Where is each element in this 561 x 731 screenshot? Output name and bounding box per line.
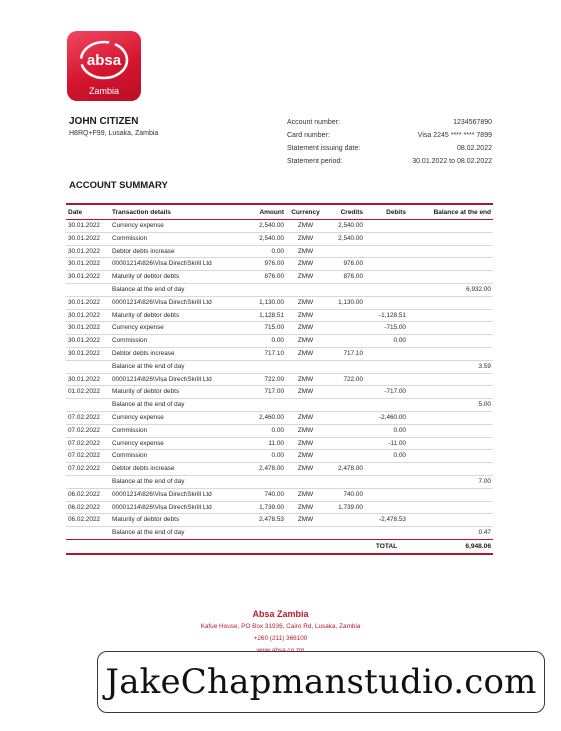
details-cell: Balance at the end of day: [110, 475, 244, 488]
date-cell: 06.02.2022: [66, 488, 110, 501]
debits-cell: [365, 232, 408, 245]
currency-cell: [286, 283, 325, 296]
amount-cell: 2,478.00: [244, 463, 286, 476]
date-cell: 07.02.2022: [66, 437, 110, 450]
col-date-header: Date: [66, 204, 110, 220]
amount-cell: 1,128.51: [244, 309, 286, 322]
credits-cell: [325, 424, 365, 437]
watermark-text: JakeChapmanstudio.com: [105, 662, 537, 702]
amount-cell: 0.00: [244, 450, 286, 463]
statement-info-row: [287, 155, 492, 168]
statement-info-value: 08.02.2022: [456, 145, 492, 152]
amount-cell: 0.00: [244, 424, 286, 437]
statement-info-value: Visa 2245 **** **** 7899: [417, 132, 492, 139]
amount-cell: 2,540.00: [244, 232, 286, 245]
amount-cell: 11.00: [244, 437, 286, 450]
account-summary-title: ACCOUNT SUMMARY: [69, 180, 168, 191]
footer-brand: Absa Zambia: [252, 609, 309, 619]
logo-region: Zambia: [88, 86, 119, 96]
debits-cell: [365, 258, 408, 271]
credits-cell: [325, 450, 365, 463]
date-cell: 30.01.2022: [66, 347, 110, 360]
col-amount-header: Amount: [244, 204, 286, 220]
currency-cell: ZMW: [286, 271, 325, 284]
table-row: [66, 283, 493, 296]
credits-cell: [325, 437, 365, 450]
debits-cell: -715.00: [365, 322, 408, 335]
details-cell: Debtor debts increase: [110, 245, 244, 258]
table-row: [66, 399, 493, 412]
balance-cell: [408, 296, 493, 309]
date-cell: 30.01.2022: [66, 335, 110, 348]
balance-cell: [408, 488, 493, 501]
statement-info: [287, 116, 492, 168]
debits-cell: [365, 360, 408, 373]
credits-cell: 876.00: [325, 271, 365, 284]
currency-cell: [286, 399, 325, 412]
date-cell: 06.02.2022: [66, 501, 110, 514]
currency-cell: ZMW: [286, 347, 325, 360]
table-header-row: [66, 204, 493, 220]
table-row: [66, 437, 493, 450]
credits-cell: [325, 283, 365, 296]
details-cell: Maturity of debtor debts: [110, 386, 244, 399]
balance-cell: [408, 309, 493, 322]
table-row: [66, 373, 493, 386]
amount-cell: 0.00: [244, 245, 286, 258]
currency-cell: ZMW: [286, 501, 325, 514]
credits-cell: [325, 309, 365, 322]
debits-cell: [365, 373, 408, 386]
credits-cell: [325, 360, 365, 373]
currency-cell: ZMW: [286, 463, 325, 476]
credits-cell: [325, 399, 365, 412]
credits-cell: 2,478.00: [325, 463, 365, 476]
footer-phone: +260 (211) 366100: [253, 635, 308, 642]
currency-cell: ZMW: [286, 232, 325, 245]
date-cell: 07.02.2022: [66, 424, 110, 437]
balance-cell: 3.59: [408, 360, 493, 373]
col-transaction-details-header: Transaction details: [110, 204, 244, 220]
table-row: [66, 347, 493, 360]
date-cell: 07.02.2022: [66, 450, 110, 463]
details-cell: Currency expense: [110, 220, 244, 233]
statement-info-value: 30.01.2022 to 08.02.2022: [412, 158, 492, 165]
table-row: [66, 450, 493, 463]
footer: [0, 608, 561, 657]
balance-cell: 7.00: [408, 475, 493, 488]
table-row: [66, 335, 493, 348]
balance-cell: [408, 514, 493, 527]
footer-address: Kafue House, PO Box 31936, Cairo Rd, Lusaka, Zambia: [200, 623, 361, 630]
details-cell: Currency expense: [110, 322, 244, 335]
total-value: 6,948.06: [408, 539, 493, 554]
date-cell: 30.01.2022: [66, 232, 110, 245]
amount-cell: 2,460.00: [244, 411, 286, 424]
debits-cell: -11.00: [365, 437, 408, 450]
date-cell: 07.02.2022: [66, 411, 110, 424]
amount-cell: 1,130.00: [244, 296, 286, 309]
watermark-banner: [97, 651, 545, 713]
currency-cell: ZMW: [286, 335, 325, 348]
currency-cell: ZMW: [286, 411, 325, 424]
amount-cell: [244, 475, 286, 488]
date-cell: 30.01.2022: [66, 373, 110, 386]
statement-info-row: [287, 116, 492, 129]
currency-cell: ZMW: [286, 322, 325, 335]
table-row: [66, 309, 493, 322]
currency-cell: ZMW: [286, 220, 325, 233]
balance-cell: [408, 424, 493, 437]
logo-wordmark: absa: [86, 52, 122, 69]
account-summary-table: [66, 203, 493, 555]
table-row: [66, 527, 493, 540]
absa-logo-mark: [78, 39, 130, 83]
debits-cell: 0.00: [365, 424, 408, 437]
amount-cell: [244, 399, 286, 412]
col-currency-header: Currency: [286, 204, 325, 220]
table-row: [66, 258, 493, 271]
statement-info-row: [287, 129, 492, 142]
details-cell: Debtor debts increase: [110, 347, 244, 360]
debits-cell: [365, 399, 408, 412]
debits-cell: [365, 296, 408, 309]
amount-cell: 876.00: [244, 271, 286, 284]
balance-cell: [408, 271, 493, 284]
date-cell: 30.01.2022: [66, 271, 110, 284]
table-row: [66, 322, 493, 335]
credits-cell: [325, 245, 365, 258]
amount-cell: 740.00: [244, 488, 286, 501]
table-row: [66, 245, 493, 258]
statement-info-label: Card number:: [287, 132, 330, 139]
currency-cell: ZMW: [286, 373, 325, 386]
total-label: TOTAL: [365, 539, 408, 554]
currency-cell: ZMW: [286, 386, 325, 399]
details-cell: Balance at the end of day: [110, 360, 244, 373]
col-credits-header: Credits: [325, 204, 365, 220]
credits-cell: [325, 475, 365, 488]
balance-cell: 5.00: [408, 399, 493, 412]
details-cell: Balance at the end of day: [110, 527, 244, 540]
credits-cell: [325, 335, 365, 348]
details-cell: Commission: [110, 232, 244, 245]
statement-info-label: Account number:: [287, 119, 340, 126]
absa-logo: [67, 31, 141, 101]
table-row: [66, 475, 493, 488]
date-cell: [66, 283, 110, 296]
amount-cell: 722.00: [244, 373, 286, 386]
balance-cell: [408, 245, 493, 258]
debits-cell: [365, 347, 408, 360]
debits-cell: [365, 527, 408, 540]
debits-cell: -2,478.53: [365, 514, 408, 527]
credits-cell: [325, 386, 365, 399]
date-cell: 30.01.2022: [66, 245, 110, 258]
debits-cell: [365, 463, 408, 476]
table-row: [66, 271, 493, 284]
statement-info-label: Statement issuing date:: [287, 145, 361, 152]
balance-cell: [408, 411, 493, 424]
table-body: [66, 220, 493, 540]
currency-cell: ZMW: [286, 296, 325, 309]
date-cell: 30.01.2022: [66, 309, 110, 322]
currency-cell: ZMW: [286, 245, 325, 258]
currency-cell: [286, 360, 325, 373]
table-row: [66, 424, 493, 437]
statement-info-row: [287, 142, 492, 155]
date-cell: 07.02.2022: [66, 463, 110, 476]
credits-cell: 976.00: [325, 258, 365, 271]
amount-cell: [244, 360, 286, 373]
date-cell: 30.01.2022: [66, 220, 110, 233]
details-cell: Maturity of debtor debts: [110, 514, 244, 527]
details-cell: 00001214\826\Visa Direct\Skrill Ltd: [110, 501, 244, 514]
currency-cell: ZMW: [286, 258, 325, 271]
balance-cell: [408, 501, 493, 514]
amount-cell: 0.00: [244, 335, 286, 348]
credits-cell: [325, 527, 365, 540]
details-cell: Maturity of debtor debts: [110, 309, 244, 322]
credits-cell: 717.10: [325, 347, 365, 360]
table-row: [66, 296, 493, 309]
balance-cell: [408, 373, 493, 386]
balance-cell: 6,932.00: [408, 283, 493, 296]
account-holder-name: JOHN CITIZEN: [69, 116, 139, 127]
balance-cell: [408, 463, 493, 476]
credits-cell: [325, 322, 365, 335]
balance-cell: [408, 322, 493, 335]
amount-cell: [244, 527, 286, 540]
debits-cell: -2,460.00: [365, 411, 408, 424]
debits-cell: [365, 220, 408, 233]
details-cell: Debtor debts increase: [110, 463, 244, 476]
amount-cell: 976.00: [244, 258, 286, 271]
amount-cell: 2,540.00: [244, 220, 286, 233]
date-cell: [66, 527, 110, 540]
amount-cell: 715.00: [244, 322, 286, 335]
date-cell: [66, 399, 110, 412]
details-cell: 00001214\826\Visa Direct\Skrill Ltd: [110, 488, 244, 501]
statement-info-value: 1234567890: [453, 119, 492, 126]
debits-cell: [365, 283, 408, 296]
balance-cell: [408, 386, 493, 399]
debits-cell: [365, 271, 408, 284]
debits-cell: [365, 245, 408, 258]
credits-cell: [325, 514, 365, 527]
date-cell: [66, 475, 110, 488]
date-cell: [66, 360, 110, 373]
details-cell: Currency expense: [110, 437, 244, 450]
balance-cell: [408, 450, 493, 463]
details-cell: Currency expense: [110, 411, 244, 424]
details-cell: Balance at the end of day: [110, 283, 244, 296]
table-row: [66, 411, 493, 424]
col-debits-header: Debits: [365, 204, 408, 220]
credits-cell: [325, 411, 365, 424]
currency-cell: ZMW: [286, 424, 325, 437]
debits-cell: [365, 475, 408, 488]
table-row: [66, 488, 493, 501]
amount-cell: 717.00: [244, 386, 286, 399]
table-row: [66, 386, 493, 399]
details-cell: 00001214\826\Visa Direct\Skrill Ltd: [110, 258, 244, 271]
date-cell: 06.02.2022: [66, 514, 110, 527]
date-cell: 30.01.2022: [66, 258, 110, 271]
table-row: [66, 232, 493, 245]
balance-cell: [408, 347, 493, 360]
date-cell: 01.02.2022: [66, 386, 110, 399]
balance-cell: [408, 335, 493, 348]
amount-cell: 1,739.00: [244, 501, 286, 514]
details-cell: Commission: [110, 450, 244, 463]
table-row: [66, 220, 493, 233]
amount-cell: 717.10: [244, 347, 286, 360]
amount-cell: [244, 283, 286, 296]
currency-cell: ZMW: [286, 514, 325, 527]
details-cell: 00001214\826\Visa Direct\Skrill Ltd: [110, 373, 244, 386]
balance-cell: [408, 232, 493, 245]
credits-cell: 722.00: [325, 373, 365, 386]
table-row: [66, 501, 493, 514]
table-row: [66, 360, 493, 373]
amount-cell: 2,478.53: [244, 514, 286, 527]
credits-cell: 2,540.00: [325, 220, 365, 233]
table-row: [66, 463, 493, 476]
balance-cell: [408, 437, 493, 450]
balance-cell: 0.47: [408, 527, 493, 540]
details-cell: Commission: [110, 335, 244, 348]
debits-cell: -717.00: [365, 386, 408, 399]
currency-cell: [286, 527, 325, 540]
debits-cell: [365, 501, 408, 514]
table-row: [66, 514, 493, 527]
currency-cell: ZMW: [286, 450, 325, 463]
debits-cell: 0.00: [365, 450, 408, 463]
date-cell: 30.01.2022: [66, 296, 110, 309]
currency-cell: ZMW: [286, 309, 325, 322]
debits-cell: 0.00: [365, 335, 408, 348]
details-cell: Maturity of debtor debts: [110, 271, 244, 284]
debits-cell: [365, 488, 408, 501]
account-holder-address: H8RQ+F99, Lusaka, Zambia: [69, 130, 159, 137]
total-row: [66, 539, 493, 554]
statement-info-label: Statement period:: [287, 158, 343, 165]
currency-cell: ZMW: [286, 437, 325, 450]
date-cell: 30.01.2022: [66, 322, 110, 335]
details-cell: Balance at the end of day: [110, 399, 244, 412]
details-cell: Commission: [110, 424, 244, 437]
details-cell: 00001214\826\Visa Direct\Skrill Ltd: [110, 296, 244, 309]
credits-cell: 2,540.00: [325, 232, 365, 245]
balance-cell: [408, 258, 493, 271]
debits-cell: -1,128.51: [365, 309, 408, 322]
col-balance-header: Balance at the end: [408, 204, 493, 220]
currency-cell: ZMW: [286, 488, 325, 501]
credits-cell: 1,739.00: [325, 501, 365, 514]
balance-cell: [408, 220, 493, 233]
credits-cell: 1,130.00: [325, 296, 365, 309]
currency-cell: [286, 475, 325, 488]
credits-cell: 740.00: [325, 488, 365, 501]
